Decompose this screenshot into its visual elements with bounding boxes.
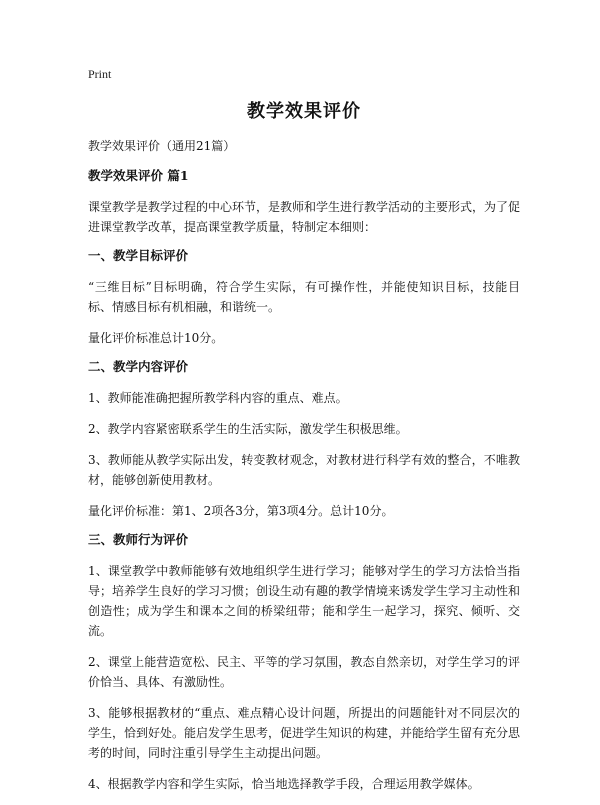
- paragraph: 4、根据教学内容和学生实际，恰当地选择教学手段，合理运用教学媒体。: [88, 777, 480, 791]
- paragraph: 1、课堂教学中教师能够有效地组织学生进行学习；能够对学生的学习方法恰当指导；培养学生良好的学习习惯；创设生动有趣的教学情境来诱发学生学习主动性和创造性；成为学生和课本之间的桥梁纽带；能和学生一起学习，探究、倾听、交流。: [88, 564, 521, 638]
- paragraph: 3、教师能从教学实际出发，转变教材观念，对教材进行科学有效的整合，不唯教材，能够创新使用教材。: [88, 453, 520, 487]
- paragraph: 1、教师能准确把握所教学科内容的重点、难点。: [88, 391, 348, 405]
- print-link[interactable]: Print: [88, 67, 112, 81]
- page-title: 教学效果评价: [247, 101, 361, 122]
- section-heading-goals: 一、教学目标评价: [88, 248, 189, 263]
- document-page: [88, 66, 520, 805]
- paragraph: 2、课堂上能营造宽松、民主、平等的学习氛围，教态自然亲切，对学生学习的评价恰当、具体、有激励性。: [88, 655, 520, 689]
- article-heading: 教学效果评价 篇1: [88, 168, 189, 183]
- paragraph: 量化评价标准总计10分。: [88, 331, 224, 345]
- section-heading-teacher-behavior: 三、教师行为评价: [88, 532, 189, 547]
- paragraph: 3、能够根据教材的“重点、难点精心设计问题，所提出的问题能针对不同层次的学生，恰到好处。能启发学生思考，促进学生知识的构建，并能给学生留有充分思考的时间，同时注重引导学生主动提出问题。: [88, 706, 521, 760]
- paragraph: 量化评价标准：第1、2项各3分，第3项4分。总计10分。: [88, 504, 394, 518]
- document-subtitle: 教学效果评价（通用21篇）: [88, 139, 236, 153]
- intro-paragraph: 课堂教学是教学过程的中心环节，是教师和学生进行教学活动的主要形式，为了促进课堂教学改革，提高课堂教学质量，特制定本细则：: [88, 200, 521, 234]
- paragraph: 2、教学内容紧密联系学生的生活实际，激发学生积极思维。: [88, 422, 408, 436]
- paragraph: “三维目标”目标明确，符合学生实际，有可操作性，并能使知识目标，技能目标、情感目标有机相融，和谐统一。: [88, 280, 520, 314]
- section-heading-content: 二、教学内容评价: [88, 359, 189, 374]
